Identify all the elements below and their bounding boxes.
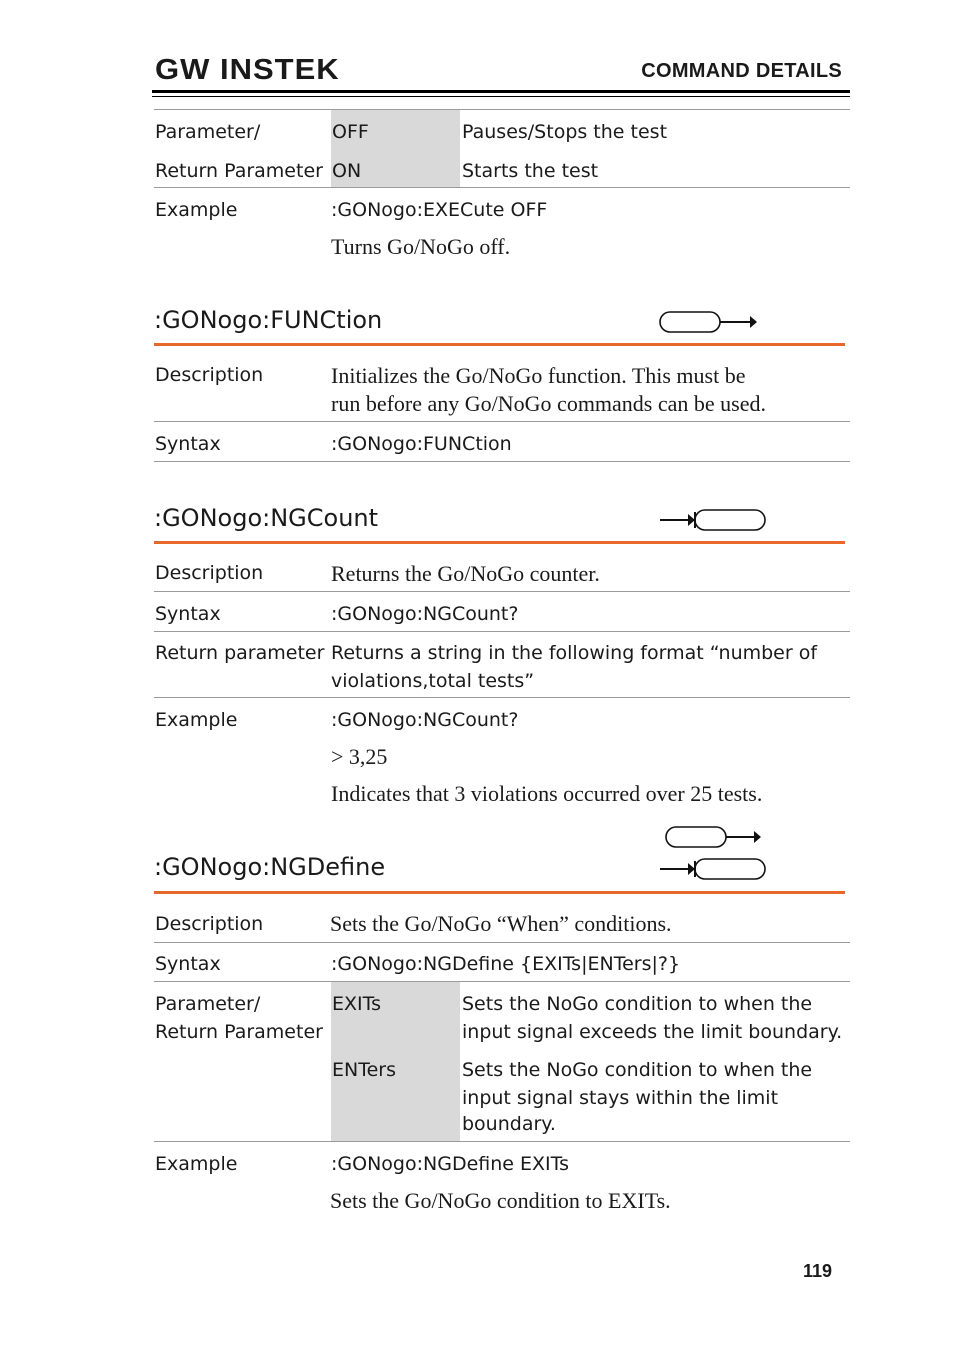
command-heading: :GONogo:NGCount xyxy=(154,504,379,532)
syntax-label: Syntax xyxy=(155,433,221,455)
return-text: violations,total tests” xyxy=(331,670,535,692)
param-option-desc: Starts the test xyxy=(462,160,599,182)
example-description: Indicates that 3 violations occurred over 25 tests. xyxy=(331,781,763,806)
example-command: :GONogo:NGDefine EXITs xyxy=(331,1153,569,1175)
query-command-icon xyxy=(660,508,768,532)
syntax-text: :GONogo:FUNCtion xyxy=(331,433,512,455)
syntax-label: Syntax xyxy=(155,603,221,625)
header-rule xyxy=(152,90,850,93)
heading-rule xyxy=(154,541,845,544)
example-label: Example xyxy=(155,1153,238,1175)
divider xyxy=(154,421,850,422)
description-label: Description xyxy=(155,562,264,584)
description-text: Initializes the Go/NoGo function. This must be xyxy=(331,363,746,388)
param-label: Return Parameter xyxy=(155,160,323,182)
param-option: EXITs xyxy=(332,993,381,1015)
set-command-icon xyxy=(658,310,758,334)
divider xyxy=(154,1141,850,1142)
section-title: COMMAND DETAILS xyxy=(641,60,842,82)
example-response: > 3,25 xyxy=(331,744,388,769)
description-text: Returns the Go/NoGo counter. xyxy=(331,561,600,586)
heading-rule xyxy=(154,343,845,346)
description-label: Description xyxy=(155,364,264,386)
query-command-icon xyxy=(660,857,768,881)
heading-rule xyxy=(154,891,845,894)
example-description: Sets the Go/NoGo condition to EXITs. xyxy=(330,1188,671,1213)
command-heading: :GONogo:FUNCtion xyxy=(154,306,383,334)
param-label: Parameter/ xyxy=(155,121,261,143)
divider xyxy=(154,591,850,592)
param-option: ON xyxy=(332,160,362,182)
divider xyxy=(154,942,850,943)
return-text: Returns a string in the following format “number of xyxy=(331,642,818,664)
param-label: Parameter/ xyxy=(155,993,261,1015)
param-option: ENTers xyxy=(332,1059,396,1081)
divider xyxy=(154,697,850,698)
example-command: :GONogo:NGCount? xyxy=(331,709,519,731)
param-label: Return Parameter xyxy=(155,1021,323,1043)
description-text: Sets the Go/NoGo “When” conditions. xyxy=(330,911,672,936)
syntax-label: Syntax xyxy=(155,953,221,975)
header-rule-thin xyxy=(152,96,850,97)
syntax-text: :GONogo:NGDefine {EXITs|ENTers|?} xyxy=(331,953,681,975)
return-label: Return parameter xyxy=(155,642,325,664)
param-option-desc: Sets the NoGo condition to when the xyxy=(462,1059,813,1081)
example-description: Turns Go/NoGo off. xyxy=(331,234,511,259)
example-command: :GONogo:EXECute OFF xyxy=(331,199,548,221)
divider xyxy=(154,187,850,188)
divider xyxy=(154,981,850,982)
command-heading: :GONogo:NGDefine xyxy=(154,853,386,881)
syntax-text: :GONogo:NGCount? xyxy=(331,603,519,625)
set-command-icon xyxy=(664,825,764,849)
param-option-desc: Pauses/Stops the test xyxy=(462,121,668,143)
param-option: OFF xyxy=(332,121,369,143)
param-option-desc: input signal stays within the limit xyxy=(462,1087,779,1109)
divider xyxy=(154,109,850,110)
divider xyxy=(154,461,850,462)
divider xyxy=(154,631,850,632)
description-label: Description xyxy=(155,913,264,935)
param-option-desc: Sets the NoGo condition to when the xyxy=(462,993,813,1015)
param-option-desc: boundary. xyxy=(462,1113,556,1135)
description-text: run before any Go/NoGo commands can be used. xyxy=(331,391,766,416)
brand-logo: GW INSTEK xyxy=(155,53,340,86)
example-label: Example xyxy=(155,199,238,221)
example-label: Example xyxy=(155,709,238,731)
page-number: 119 xyxy=(803,1261,833,1281)
param-option-desc: input signal exceeds the limit boundary. xyxy=(462,1021,843,1043)
